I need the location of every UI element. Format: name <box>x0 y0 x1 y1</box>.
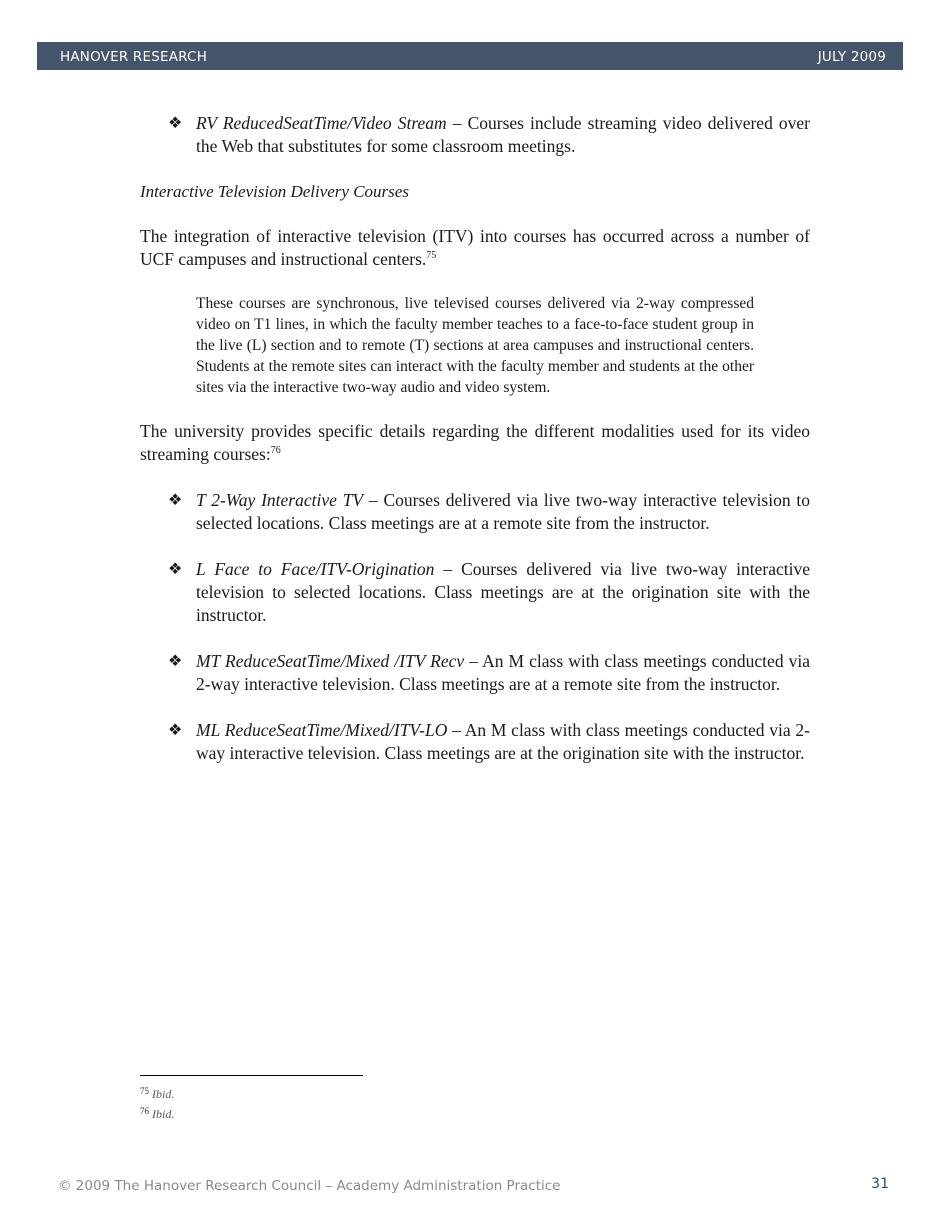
header-date: JULY 2009 <box>817 49 886 65</box>
bullet-l <box>140 558 810 627</box>
bullet-mt <box>140 650 810 696</box>
bullet-dash: – <box>363 490 384 510</box>
bullet-text: Courses delivered via live two-way interactive television to selected locations. Class meetings are at the origination site with the instructor. <box>196 559 810 625</box>
bullet-dash: – <box>447 720 465 740</box>
bullet-term: T 2-Way Interactive TV <box>196 490 364 510</box>
bullet-term: MT ReduceSeatTime/Mixed /ITV Recv <box>196 651 465 671</box>
footnote-divider <box>140 1075 363 1076</box>
footnote-text: Ibid. <box>152 1107 175 1121</box>
bullet-diamond-icon: ❖ <box>168 561 183 578</box>
bullet-diamond-icon: ❖ <box>168 492 183 509</box>
bullet-term: L Face to Face/ITV-Origination <box>196 559 435 579</box>
footer-copyright: © 2009 The Hanover Research Council – Academy Administration Practice <box>58 1178 561 1194</box>
intro-text: The integration of interactive television (ITV) into courses has occurred across a number of UCF campuses and instructional centers. <box>140 226 810 269</box>
footnote-number: 76 <box>140 1106 149 1116</box>
bullet-term: RV ReducedSeatTime/Video Stream <box>196 113 447 133</box>
bullet-diamond-icon: ❖ <box>168 653 183 670</box>
footnote-text: Ibid. <box>152 1087 175 1101</box>
bullet-dash: – <box>434 559 462 579</box>
bullet-text: An M class with class meetings conducted via 2-way interactive television. Class meetings are at the origination site with the instructor. <box>196 720 810 763</box>
intro-paragraph <box>140 225 810 271</box>
modalities-intro <box>140 420 810 466</box>
modalities-intro-text: The university provides specific details regarding the different modalities used for its video streaming courses: <box>140 421 810 464</box>
footnote-ref: 75 <box>426 250 437 261</box>
page-number: 31 <box>871 1176 889 1192</box>
bullet-dash: – <box>446 113 468 133</box>
bullet-term: ML ReduceSeatTime/Mixed/ITV-LO <box>196 720 448 740</box>
footnote-number: 75 <box>140 1086 149 1096</box>
bullet-text: Courses include streaming video delivered over the Web that substitutes for some classroom meetings. <box>196 113 811 156</box>
bullet-ml <box>140 719 810 765</box>
page-header <box>37 42 903 70</box>
footnote-item <box>140 1103 174 1123</box>
footnotes <box>140 1083 174 1123</box>
footnote-item <box>140 1083 174 1103</box>
bullet-diamond-icon: ❖ <box>168 722 183 739</box>
bullet-text: An M class with class meetings conducted via 2-way interactive television. Class meetings are at a remote site from the instructor. <box>196 651 810 694</box>
bullet-text: Courses delivered via live two-way interactive television to selected locations. Class meetings are at a remote site from the instructor. <box>196 490 810 533</box>
footnote-ref: 76 <box>270 445 281 456</box>
bullet-t <box>140 489 810 535</box>
bullet-dash: – <box>464 651 483 671</box>
bullet-rv <box>140 112 810 158</box>
page-content <box>140 112 810 765</box>
block-quote: These courses are synchronous, live televised courses delivered via 2-way compressed video on T1 lines, in which the faculty member teaches to a face-to-face student group in the live (L) section and to remote (T) sections at area campuses and instructional centers. Students at the remote sites can interact with the faculty member and students at the other sites via the interactive two-way audio and video system. <box>196 295 754 396</box>
header-org: HANOVER RESEARCH <box>60 49 208 65</box>
section-heading: Interactive Television Delivery Courses <box>140 182 409 201</box>
bullet-diamond-icon: ❖ <box>168 115 183 132</box>
